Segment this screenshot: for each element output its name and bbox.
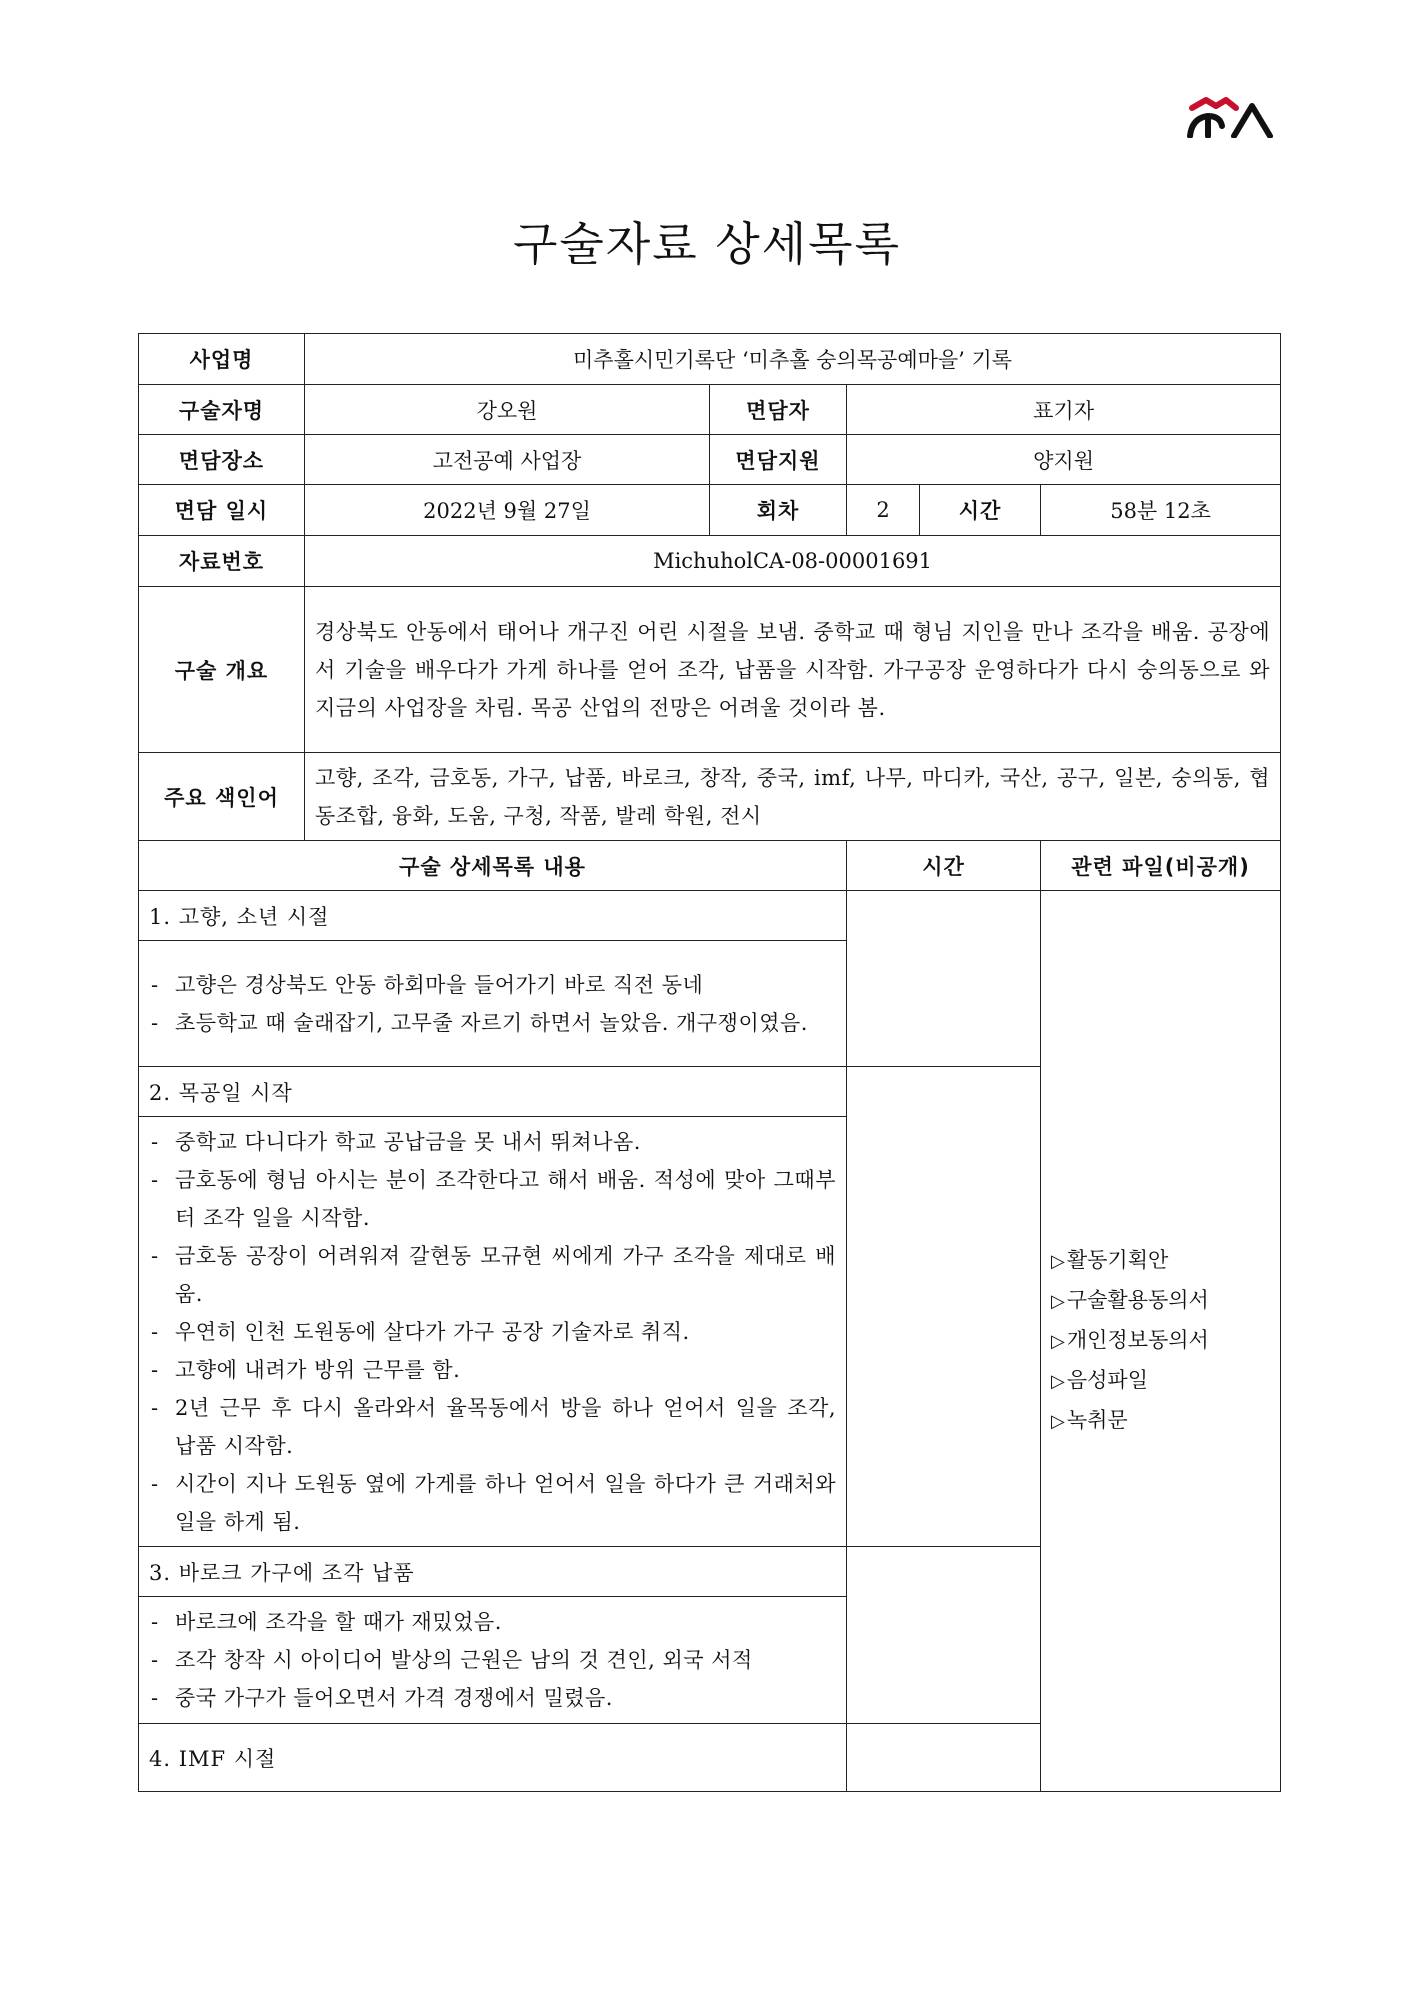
support-label: 면담지원 [710, 435, 847, 485]
section-time-cell [847, 1724, 1041, 1792]
bullet-item: - 2년 근무 후 다시 올라와서 율목동에서 방을 하나 얻어서 일을 조각, 납품 시작함. [149, 1389, 836, 1465]
file-item: ▷ 녹취문 [1051, 1401, 1270, 1441]
bullet-item: - 중국 가구가 들어오면서 가격 경쟁에서 밀렸음. [149, 1679, 836, 1717]
narrator-value: 강오원 [305, 385, 710, 435]
bullet-item: - 중학교 다니다가 학교 공납금을 못 내서 뛰쳐나옴. [149, 1123, 836, 1161]
section-title: 3. 바로크 가구에 조각 납품 [139, 1547, 847, 1597]
bullet-item: - 우연히 인천 도원동에 살다가 가구 공장 기술자로 취직. [149, 1313, 836, 1351]
section-time-cell [847, 1547, 1041, 1724]
file-item: ▷ 구술활용동의서 [1051, 1281, 1270, 1321]
section-bullets [139, 1597, 847, 1724]
project-value: 미추홀시민기록단 ‘미추홀 숭의목공예마을’ 기록 [305, 334, 1281, 385]
duration-label: 시간 [920, 485, 1041, 536]
bullet-item: - 금호동에 형님 아시는 분이 조각한다고 해서 배움. 적성에 맞아 그때부터 조각 일을 시작함. [149, 1161, 836, 1237]
session-label: 회차 [710, 485, 847, 536]
section-bullets [139, 941, 847, 1067]
bullet-item: - 고향은 경상북도 안동 하회마을 들어가기 바로 직전 동네 [149, 966, 836, 1004]
bullet-item: - 시간이 지나 도원동 옆에 가게를 하나 얻어서 일을 하다가 큰 거래처와 일을 하게 됨. [149, 1465, 836, 1541]
section-title: 4. IMF 시절 [139, 1724, 847, 1792]
keywords-text: 고향, 조각, 금호동, 가구, 납품, 바로크, 창작, 중국, imf, 나무, 마디카, 국산, 공구, 일본, 숭의동, 협동조합, 융화, 도움, 구청, 작품, 발레 학원, 전시 [305, 753, 1281, 841]
page-title: 구술자료 상세목록 [512, 217, 902, 271]
support-value: 양지원 [847, 435, 1281, 485]
oral-record-table [138, 333, 1281, 1792]
summary-label: 구술 개요 [139, 587, 305, 753]
bullet-item: - 초등학교 때 술래잡기, 고무줄 자르기 하면서 놀았음. 개구쟁이였음. [149, 1004, 836, 1042]
detail-files-header: 관련 파일(비공개) [1041, 841, 1281, 891]
file-item: ▷ 개인정보동의서 [1051, 1321, 1270, 1361]
bullet-item: - 바로크에 조각을 할 때가 재밌었음. [149, 1603, 836, 1641]
section-title: 2. 목공일 시작 [139, 1067, 847, 1117]
section-time-cell [847, 891, 1041, 1067]
interviewer-label: 면담자 [710, 385, 847, 435]
record-no-value: MichuholCA-08-00001691 [305, 536, 1281, 587]
detail-content-header: 구술 상세목록 내용 [139, 841, 847, 891]
place-value: 고전공예 사업장 [305, 435, 710, 485]
place-label: 면담장소 [139, 435, 305, 485]
keywords-label: 주요 색인어 [139, 753, 305, 841]
file-item: ▷ 활동기획안 [1051, 1241, 1270, 1281]
detail-time-header: 시간 [847, 841, 1041, 891]
bullet-item: - 금호동 공장이 어려워져 갈현동 모규현 씨에게 가구 조각을 제대로 배움. [149, 1237, 836, 1313]
section-time-cell [847, 1067, 1041, 1547]
date-label: 면담 일시 [139, 485, 305, 536]
interviewer-value: 표기자 [847, 385, 1281, 435]
file-item: ▷ 음성파일 [1051, 1361, 1270, 1401]
section-bullets [139, 1117, 847, 1547]
duration-value: 58분 12초 [1041, 485, 1281, 536]
session-value: 2 [847, 485, 920, 536]
bullet-item: - 고향에 내려가 방위 근무를 함. [149, 1351, 836, 1389]
date-value: 2022년 9월 27일 [305, 485, 710, 536]
summary-text: 경상북도 안동에서 태어나 개구진 어린 시절을 보냄. 중학교 때 형님 지인을 만나 조각을 배움. 공장에서 기술을 배우다가 가게 하나를 얻어 조각, 납품을 시작함. 가구공장 운영하다가 다시 숭의동으로 와 지금의 사업장을 차림. 목공 산업의 전망은 어려울 것이라 봄. [305, 587, 1281, 753]
narrator-label: 구술자명 [139, 385, 305, 435]
project-label: 사업명 [139, 334, 305, 385]
logo-icon [1186, 96, 1274, 138]
section-title: 1. 고향, 소년 시절 [139, 891, 847, 941]
bullet-item: - 조각 창작 시 아이디어 발상의 근원은 남의 것 견인, 외국 서적 [149, 1641, 836, 1679]
related-files-cell [1041, 891, 1281, 1792]
record-no-label: 자료번호 [139, 536, 305, 587]
